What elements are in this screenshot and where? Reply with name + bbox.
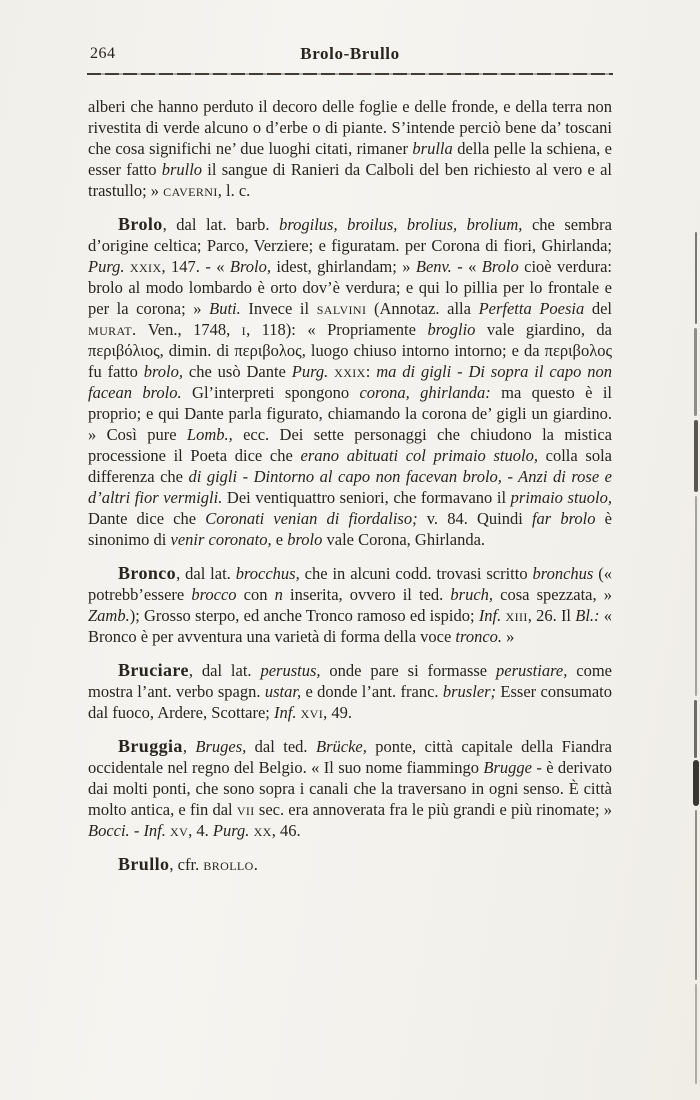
header-rule [87,73,613,75]
text-segment: « Bronco è per avventura una varietà di forma della voce [88,606,612,646]
text-segment: caverni [163,181,218,200]
text-segment: brolo [287,530,323,549]
text-segment: che usò Dante [183,362,292,381]
text-segment: » [502,627,515,646]
scan-artifact [695,496,697,696]
text-segment: e donde l’ant. franc. [301,682,443,701]
text-segment: Purg. [88,257,125,276]
scan-artifact [693,760,699,806]
text-segment: del [584,299,612,318]
text-segment: (« potrebb’essere [88,564,612,604]
page-header [88,44,612,66]
text-segment: ponte, città capitale della Fiandra occidentale nel regno del Belgio. « Il suo nome fiammingo [88,737,612,777]
text-segment: Inf. [478,606,502,625]
text-segment: Lomb., [186,425,233,444]
text-segment: xxix [129,257,162,276]
text-segment: dal ted. [246,737,316,756]
text-segment: Dei ventiquattro seniori, che formavano il [222,488,511,507]
text-segment: idest, ghirlandam; » [271,257,416,276]
text-segment: , dal lat. [188,661,261,680]
text-segment: perustiare, [496,661,568,680]
text-segment: Esser consumato dal fuoco, Ardere, Scottare; [88,682,612,722]
text-segment: - « [451,257,482,276]
text-segment: , 4. [188,821,213,840]
entry-brullo [88,854,612,875]
text-segment: venir coronato, [170,530,272,549]
text-segment: - è derivato dai molti ponti, che sono sopra i canali che la traversano in ogni senso. È città molto antica, e fin dal [88,758,612,819]
text-segment: salvini [316,299,367,318]
text-segment: onde pare si formasse [320,661,497,680]
text-segment: vale Corona, Ghirlanda. [322,530,486,549]
text-segment: Bocci. [88,821,130,840]
text-segment: è sinonimo di [88,509,613,549]
text-segment: erano abituati col primaio stuolo, [300,446,538,465]
text-segment: Dante dice che [88,509,206,528]
text-segment: come mostra l’ant. verbo spagn. [88,661,612,701]
text-segment: , dal lat. [176,564,236,583]
text-segment: Brolo, [229,257,272,276]
text-segment: brusler; [442,682,497,701]
text-segment: vii [236,800,255,819]
text-segment: e [271,530,288,549]
text-segment: Buti. [209,299,241,318]
text-segment: xv [170,821,189,840]
text-segment: Coronati venian di fiordaliso; [205,509,418,528]
text-segment: xiii [505,606,528,625]
text-segment: xx [253,821,272,840]
text-segment: Bruges, [195,737,247,756]
text-segment: che sembra d’origine celtica; Parco, Verziere; e figuratam. per Corona di fiori, Ghirlanda; [88,215,613,255]
text-segment: brulla [412,139,453,158]
text-segment: Invece il [240,299,317,318]
text-segment: sec. era annoverata fra le più grandi e più rinomate; » [254,800,612,819]
text-segment: ); Grosso sterpo, ed anche Tronco ramoso ed ispido; [129,606,479,625]
running-title: Brolo-Brullo [300,44,400,63]
text-segment: brollo [203,855,254,874]
text-segment: brogilus, broilus, brolius, brolium, [279,215,523,234]
text-segment: Perfetta Poesia [478,299,585,318]
text-segment: , 118): « Propriamente [246,320,428,339]
text-segment: - [129,821,144,840]
text-segment: cioè verdura: brolo al modo lombardo è orto dov’è verdura; e qui lo pillia per lo frontale e per la corona; » [88,257,613,318]
text-segment: . [253,855,258,874]
text-segment: i [241,320,247,339]
text-segment: brullo [161,160,203,179]
text-segment: perustus, [260,661,321,680]
text-segment: Bruggia [118,736,183,756]
entry-bruciare [88,660,612,723]
text-segment: , 147. - « [161,257,230,276]
text-segment: di gigli - Dintorno al capo non facevan brolo, - Anzi di rose e d’altri fior vermigli. [88,467,612,507]
text-segment: che in alcuni codd. trovasi scritto [299,564,533,583]
text-segment: corona, ghirlanda: [359,383,491,402]
text-segment: colla sola differenza che [88,446,612,486]
text-segment: Bl.: [575,606,600,625]
entry-brolo [88,214,612,550]
text-segment: cosa spezzata, » [493,585,612,604]
text-segment: ma di gigli - Di sopra il capo non facean brolo. [88,362,613,402]
text-segment: , [182,737,196,756]
text-segment: Benv. [415,257,452,276]
text-segment: Brücke, [316,737,367,756]
text-segment: , 26. Il [527,606,576,625]
text-segment: ustar, [264,682,302,701]
text-segment: xxix [334,362,366,381]
text-segment: Purg. [212,821,250,840]
text-segment: Zamb. [88,606,130,625]
text-segment: brocco [191,585,237,604]
text-block [88,96,612,875]
text-segment: broglio [427,320,476,339]
text-segment: Brullo [118,854,170,874]
text-segment: tronco. [455,627,503,646]
text-segment: Brolo [481,257,519,276]
text-segment: far brolo [531,509,596,528]
text-segment: Inf. [274,703,297,722]
scan-artifact [694,700,697,758]
text-segment: , 49. [323,703,353,722]
entry-bruggia [88,736,612,841]
text-segment: (Annotaz. alla [366,299,479,318]
scan-artifact [695,810,697,980]
scan-artifact [695,232,697,324]
text-segment: bronchus [532,564,594,583]
text-segment: primaio stuolo, [510,488,612,507]
page-number: 264 [90,45,116,62]
text-segment: Ven., 1748, [136,320,242,339]
text-segment: alberi che hanno perduto il decoro delle foglie e delle fronde, e della terra non rivestita di verde alcuno o d’erbe o di piante. S’intende perciò bene da’ toscani che cosa significhi ne’ due luoghi citati, rimaner [88,97,612,158]
text-segment: Brugge [483,758,532,777]
entry-bronco [88,563,612,647]
scan-artifact [695,984,697,1084]
text-segment: : [365,362,377,381]
text-segment: Purg. [291,362,329,381]
text-segment: Bruciare [118,660,189,680]
text-segment: Bronco [118,563,177,583]
text-segment: inserita, ovvero il ted. [282,585,451,604]
text-segment: , l. c. [217,181,251,200]
text-segment: n [274,585,283,604]
text-segment: della pelle la schiena, e esser fatto [88,139,612,179]
text-segment: bruch, [450,585,494,604]
text-segment: vale giardino, da περιβόλιος, dimin. di περιβολος, luogo chiuso intorno intorno; e da περιβολος fu fatto [88,320,612,381]
text-segment: xvi [300,703,324,722]
continuation-caverni [88,96,612,201]
text-segment: Brolo [118,214,163,234]
text-segment: v. 84. Quindi [417,509,532,528]
text-segment: , 46. [271,821,301,840]
text-segment: brocchus, [235,564,300,583]
text-segment: , dal lat. barb. [162,215,280,234]
text-segment: murat. [88,320,137,339]
scan-artifact [694,420,698,492]
text-segment: ecc. Dei sette personaggi che chiudono la mistica processione il Poeta dice che [88,425,612,465]
text-segment: il sangue di Ranieri da Calboli del ben richiesto al vero e al trastullo; » [88,160,612,200]
text-segment: ma questo è il proprio; e qui Dante parla figurato, chiamando la corona de’ gigli un giardino. » Così pure [88,383,613,444]
text-segment: Gl’interpreti spongono [181,383,360,402]
text-segment: , cfr. [169,855,204,874]
text-segment: brolo, [143,362,184,381]
text-segment: con [236,585,275,604]
text-segment: Inf. [143,821,166,840]
scan-artifact [694,328,697,416]
